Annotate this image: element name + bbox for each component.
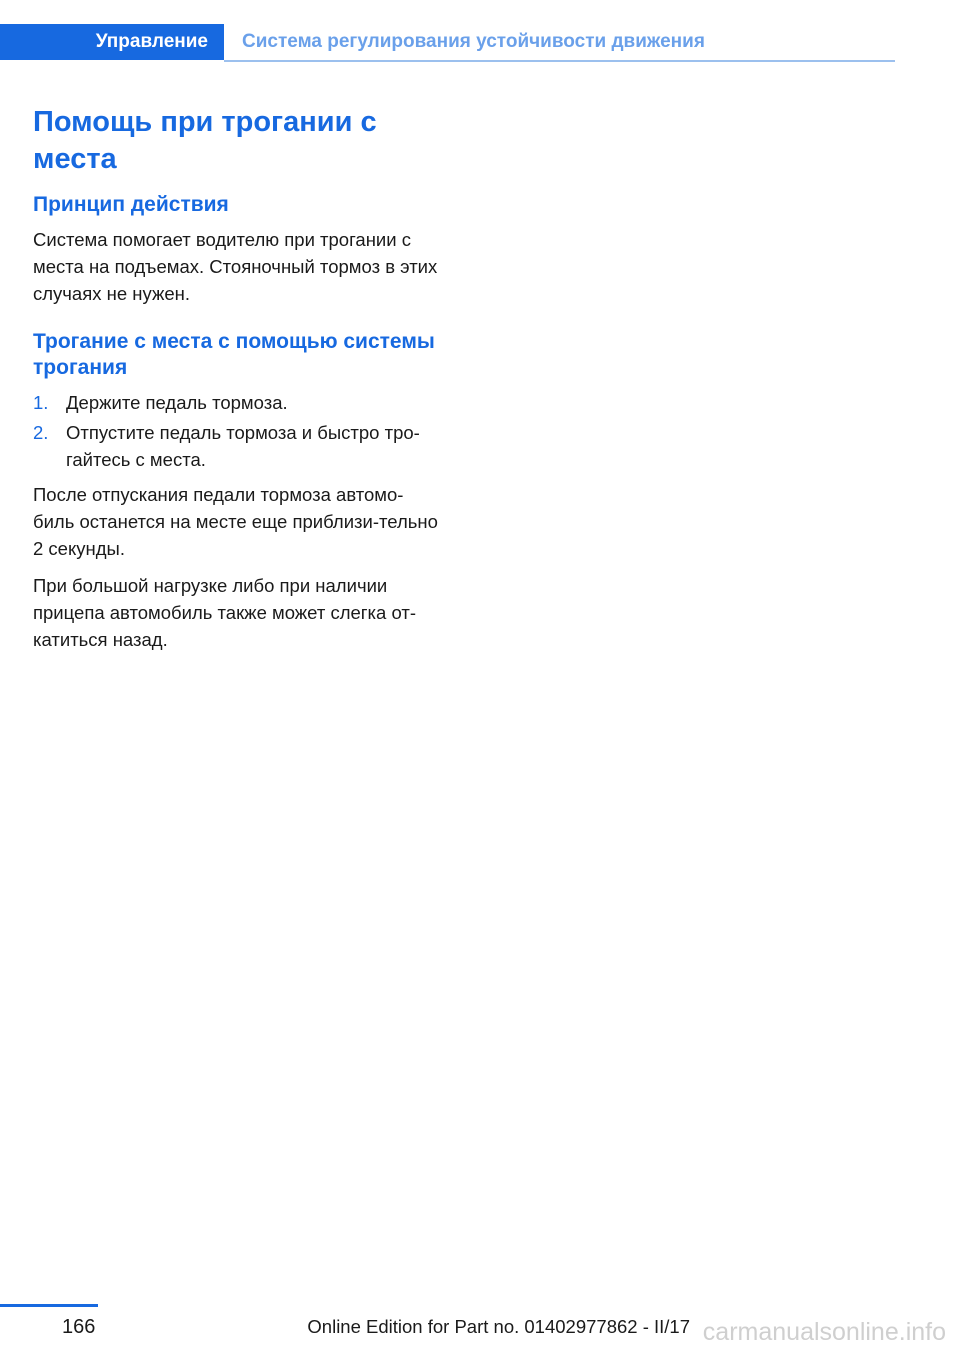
step-text: Отпустите педаль тормоза и быстро тро‐гайтесь с места. (66, 422, 420, 470)
section-principle (33, 192, 443, 307)
body-paragraph: После отпускания педали тормоза автомо‐биль останется на месте еще приблизи‐тельно 2 секунды. (33, 484, 438, 559)
step-number: 1. (33, 392, 49, 413)
section-heading: Принцип действия (33, 193, 229, 216)
page-title: Помощь при трогании с места (33, 106, 377, 175)
header-chapter-tab[interactable]: Управление (0, 24, 224, 60)
body-paragraph: При большой нагрузке либо при наличии прицепа автомобиль также может слегка от‐катиться назад. (33, 575, 416, 650)
footer-divider (0, 1304, 98, 1307)
section-hill-start (33, 329, 443, 653)
section-heading: Трогание с места с помощью системы трогания (33, 330, 435, 379)
list-item (33, 419, 443, 473)
step-text: Держите педаль тормоза. (66, 392, 288, 413)
page-content (33, 104, 443, 675)
header-section-tab[interactable]: Система регулирования устойчивости движения (242, 31, 705, 52)
header-divider (224, 60, 895, 62)
body-paragraph: Система помогает водителю при трогании с места на подъемах. Стояночный тормоз в этих случаях не нужен. (33, 229, 438, 304)
steps-list (33, 389, 443, 473)
edition-note: Online Edition for Part no. 01402977862 - II/17 (307, 1316, 690, 1337)
step-number: 2. (33, 422, 49, 443)
page-number: 166 (62, 1316, 96, 1338)
watermark: carmanualsonline.info (702, 1318, 946, 1346)
list-item (33, 389, 443, 416)
header-bar (0, 24, 895, 62)
